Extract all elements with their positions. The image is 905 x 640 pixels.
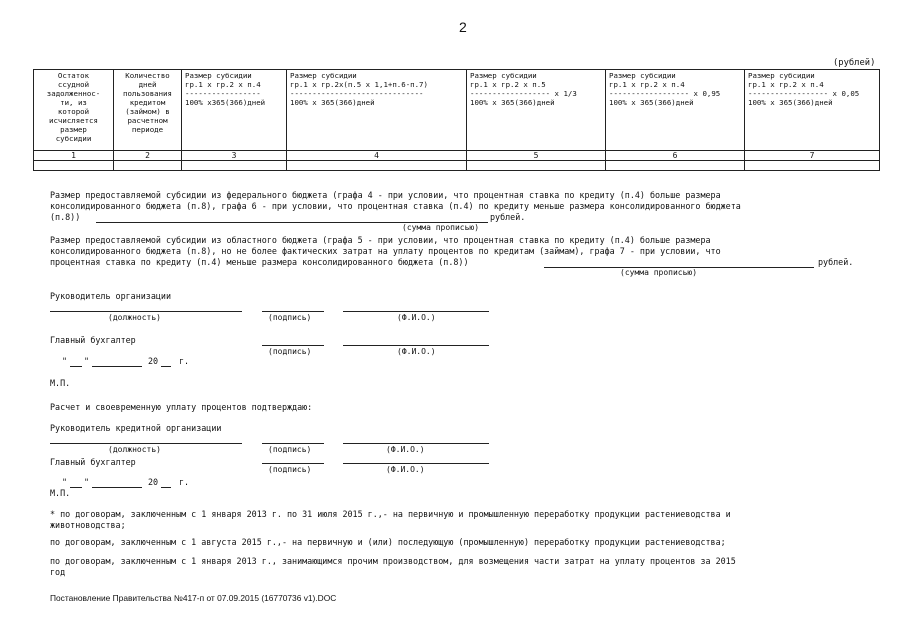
currency-note: (рублей)	[833, 58, 876, 68]
note-2: по договорам, заключенным с 1 августа 2015 г.,- на первичную и (или) последующую (промышленную) переработку продукции растениеводства;	[50, 537, 726, 547]
bank-accountant-title: Главный бухгалтер	[50, 457, 136, 467]
org-head-title: Руководитель организации	[50, 291, 172, 301]
org-stamp-label: М.П.	[50, 378, 71, 388]
header-col-7: Размер субсидии гр.1 x гр.2 x п.4 ------------------ x 0,05 100% x 365(366)дней	[745, 70, 880, 151]
bank-date-day-line[interactable]	[70, 487, 82, 488]
table-cell[interactable]	[606, 161, 745, 171]
table-cell[interactable]	[34, 161, 114, 171]
confirmation-text: Расчет и своевременную уплату процентов подтверждаю:	[50, 402, 313, 412]
org-date-month-line[interactable]	[92, 366, 142, 367]
org-date-suffix: г.	[179, 356, 190, 366]
table-data-row	[34, 161, 880, 171]
header-col-5: Размер субсидии гр.1 x гр.2 x п.5 ------------------ x 1/3 100% x 365(366)дней	[467, 70, 606, 151]
regional-rubles-label: рублей.	[818, 257, 854, 267]
org-signature-line[interactable]	[262, 311, 324, 312]
header-col-6: Размер субсидии гр.1 x гр.2 x п.4 ------------------ x 0,95 100% x 365(366)дней	[606, 70, 745, 151]
regional-text-line-1: Размер предоставляемой субсидии из областного бюджета (графа 5 - при условии, что процентная ставка по кредиту (п.4) больше размера	[50, 235, 711, 245]
column-number: 2	[114, 151, 182, 161]
header-col-3: Размер субсидии гр.1 x гр.2 x п.4 ----------------- 100% x365(366)дней	[182, 70, 287, 151]
subsidy-table	[33, 69, 880, 171]
bank-date-year-line[interactable]	[161, 487, 171, 488]
table-cell[interactable]	[745, 161, 880, 171]
table-cell[interactable]	[182, 161, 287, 171]
column-number: 6	[606, 151, 745, 161]
org-name-line[interactable]	[343, 311, 489, 312]
regional-text-line-2: консолидированного бюджета (п.8), но не более фактических затрат на уплату процентов по кредитам (займам), графа 7 - при условии, что	[50, 246, 721, 256]
org-date-year-line[interactable]	[161, 366, 171, 367]
table-cell[interactable]	[114, 161, 182, 171]
column-number: 3	[182, 151, 287, 161]
org-accountant-title: Главный бухгалтер	[50, 335, 136, 345]
header-col-4: Размер субсидии гр.1 x гр.2x(п.5 x 1,1+п.6-п.7) ------------------------------ 100% x 365(366)дней	[287, 70, 467, 151]
bank-position-line[interactable]	[50, 443, 242, 444]
org-date-close-quote: "	[84, 356, 90, 366]
bank-date-open-quote: "	[62, 477, 68, 487]
org-accountant-signature-line[interactable]	[262, 345, 324, 346]
bank-date-suffix: г.	[179, 477, 190, 487]
federal-text-line-2: консолидированного бюджета (п.8), графа 6 - при условии, что процентная ставка (п.4) по кредиту меньше размера консолидированного бюджета	[50, 201, 741, 211]
org-date-year: 20	[148, 356, 159, 366]
bank-name-caption: (Ф.И.О.)	[386, 445, 425, 454]
org-position-caption: (должность)	[108, 313, 161, 322]
org-position-line[interactable]	[50, 311, 242, 312]
federal-text-line-3: (п.8))	[50, 212, 81, 222]
table-cell[interactable]	[287, 161, 467, 171]
column-number: 4	[287, 151, 467, 161]
bank-stamp-label: М.П.	[50, 488, 71, 498]
table-header-row	[34, 70, 880, 151]
column-number: 1	[34, 151, 114, 161]
org-signature-caption: (подпись)	[268, 313, 312, 322]
bank-accountant-name-caption: (Ф.И.О.)	[386, 465, 425, 474]
bank-accountant-name-line[interactable]	[343, 463, 489, 464]
federal-amount-caption: (сумма прописью)	[402, 223, 480, 232]
note-1-line-1: * по договорам, заключенным с 1 января 2013 г. по 31 июля 2015 г.,- на первичную и промышленную переработку продукции растениеводства и	[50, 509, 731, 519]
bank-signature-caption: (подпись)	[268, 445, 312, 454]
federal-text-line-1: Размер предоставляемой субсидии из федерального бюджета (графа 4 - при условии, что процентная ставка по кредиту (п.4) больше размера	[50, 190, 721, 200]
org-date-day-line[interactable]	[70, 366, 82, 367]
note-3-line-1: по договорам, заключенным с 1 января 2013 г., занимающимся прочим производством, для возмещения части затрат на уплату процентов за 2015	[50, 556, 736, 566]
federal-rubles-label: рублей.	[490, 212, 526, 222]
org-date-open-quote: "	[62, 356, 68, 366]
note-3-line-2: год	[50, 567, 66, 577]
column-number-row	[34, 151, 880, 161]
bank-head-title: Руководитель кредитной организации	[50, 423, 222, 433]
bank-position-caption: (должность)	[108, 445, 161, 454]
org-accountant-signature-caption: (подпись)	[268, 347, 312, 356]
bank-date-close-quote: "	[84, 477, 90, 487]
document-footer: Постановление Правительства №417-п от 07.09.2015 (16770736 v1).DOC	[50, 593, 337, 603]
bank-date-month-line[interactable]	[92, 487, 142, 488]
note-1-line-2: животноводства;	[50, 520, 126, 530]
bank-accountant-signature-line[interactable]	[262, 463, 324, 464]
column-number: 5	[467, 151, 606, 161]
org-accountant-name-caption: (Ф.И.О.)	[397, 347, 436, 356]
regional-text-line-3: процентная ставка по кредиту (п.4) меньше размера консолидированного бюджета (п.8))	[50, 257, 469, 267]
org-accountant-name-line[interactable]	[343, 345, 489, 346]
bank-name-line[interactable]	[343, 443, 489, 444]
page-number: 2	[459, 19, 467, 35]
bank-accountant-signature-caption: (подпись)	[268, 465, 312, 474]
header-col-2: Количество дней пользования кредитом (займом) в расчетном периоде	[114, 70, 182, 151]
header-col-1: Остаток ссудной задолженнос- ти, из которой исчисляется размер субсидии	[34, 70, 114, 151]
bank-signature-line[interactable]	[262, 443, 324, 444]
table-cell[interactable]	[467, 161, 606, 171]
regional-amount-caption: (сумма прописью)	[620, 268, 698, 277]
column-number: 7	[745, 151, 880, 161]
bank-date-year: 20	[148, 477, 159, 487]
org-name-caption: (Ф.И.О.)	[397, 313, 436, 322]
